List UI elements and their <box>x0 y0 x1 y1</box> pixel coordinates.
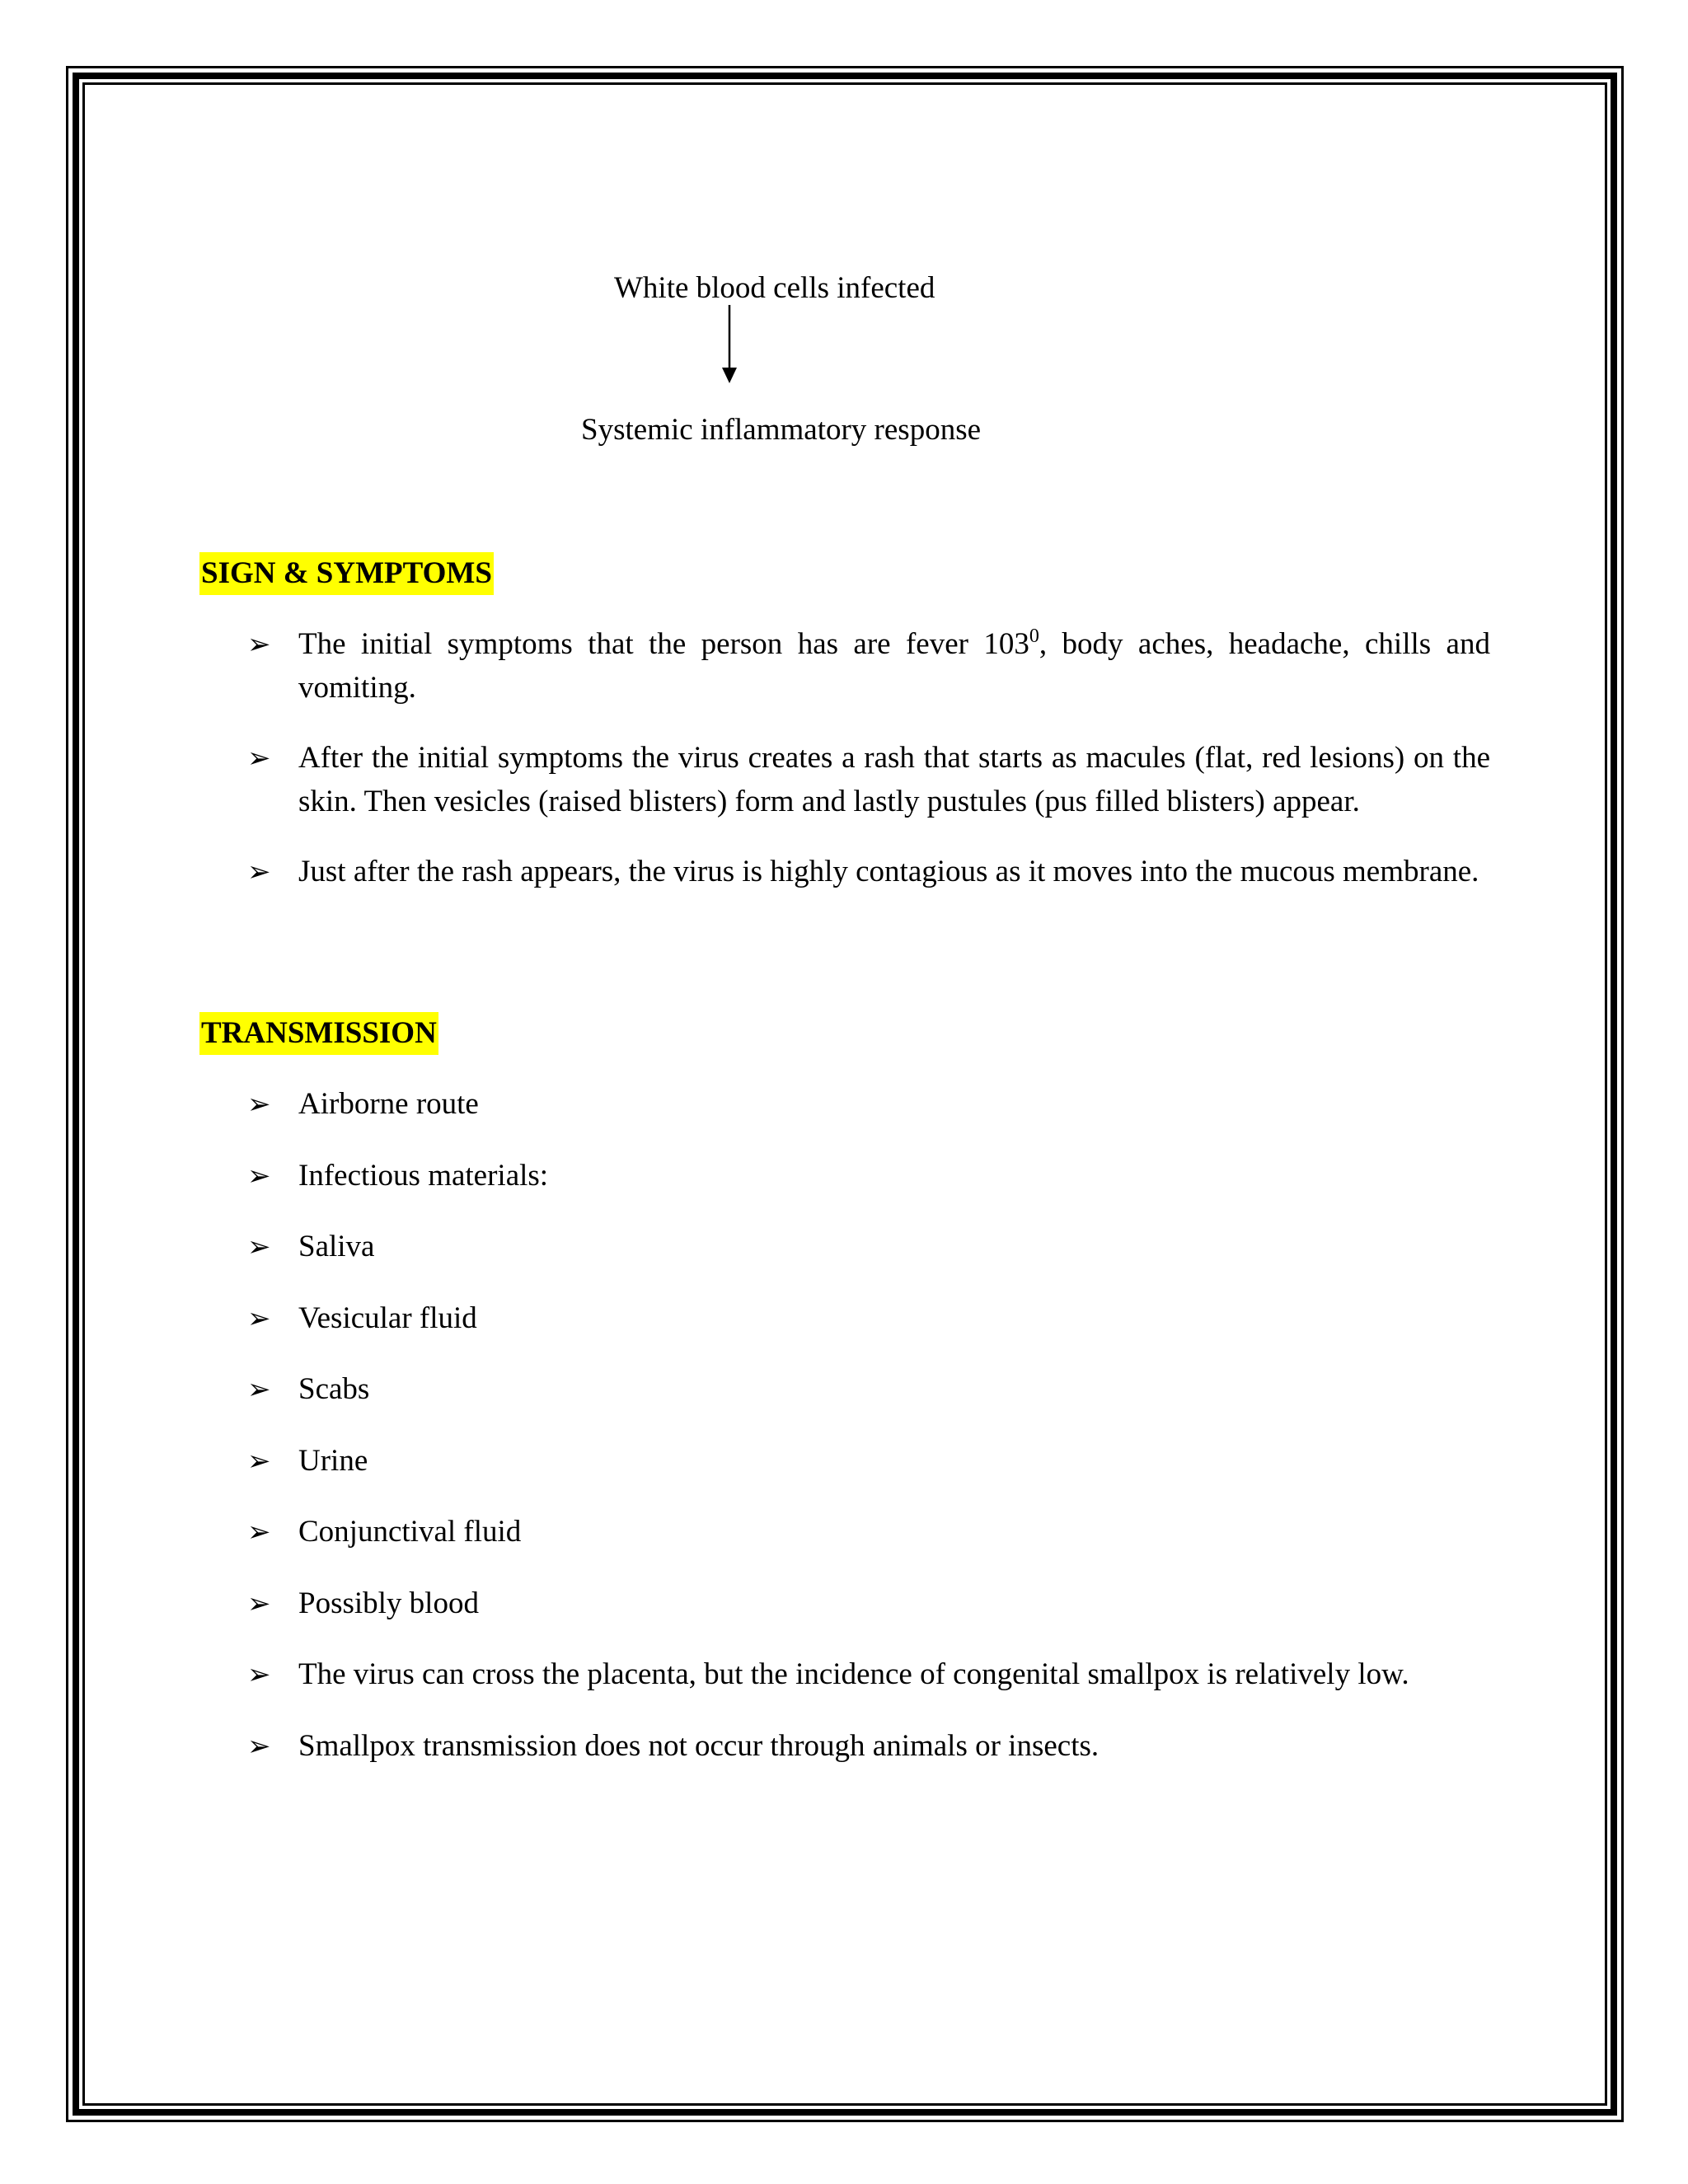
list-item <box>247 851 1490 894</box>
list-item <box>247 1083 1490 1127</box>
arrowhead-bullet-icon: ➢ <box>247 1088 271 1121</box>
list-item <box>247 1725 1490 1769</box>
bullet-text: Smallpox transmission does not occur through animals or insects. <box>298 1728 1100 1763</box>
sign-symptoms-heading: SIGN & SYMPTOMS <box>199 552 494 595</box>
bullet-text: Infectious materials: <box>298 1158 549 1193</box>
list-item <box>247 1440 1490 1483</box>
flow-bottom-text: Systemic inflammatory response <box>581 413 982 447</box>
bullet-text: , body aches, headache, chills and vomiting. <box>298 627 1490 705</box>
list-item <box>247 737 1490 823</box>
list-item <box>247 1297 1490 1341</box>
list-item <box>247 1155 1490 1198</box>
bullet-text: Urine <box>298 1443 368 1478</box>
arrowhead-bullet-icon: ➢ <box>247 1373 271 1406</box>
arrowhead-bullet-icon: ➢ <box>247 855 271 888</box>
bullet-text: Possibly blood <box>298 1586 479 1620</box>
bullet-text: Vesicular fluid <box>298 1301 477 1335</box>
list-item <box>247 1368 1490 1412</box>
arrowhead-bullet-icon: ➢ <box>247 1159 271 1193</box>
bullet-text: Saliva <box>298 1230 375 1263</box>
bullet-text: Conjunctival fluid <box>298 1515 522 1549</box>
flow-top-text: White blood cells infected <box>614 271 935 305</box>
bullet-text: The initial symptoms that the person has are fever 103 <box>298 627 1029 661</box>
arrowhead-bullet-icon: ➢ <box>247 1230 271 1263</box>
list-item <box>247 1582 1490 1626</box>
arrowhead-bullet-icon: ➢ <box>247 1658 271 1691</box>
transmission-list <box>247 1083 1490 1796</box>
sign-symptoms-list <box>247 623 1490 921</box>
arrowhead-bullet-icon: ➢ <box>247 1444 271 1478</box>
transmission-heading: TRANSMISSION <box>199 1012 438 1055</box>
bullet-text: Scabs <box>298 1372 370 1406</box>
bullet-text: Just after the rash appears, the virus is highly contagious as it moves into the mucous membrane. <box>298 855 1479 888</box>
list-item <box>247 1511 1490 1554</box>
arrowhead-bullet-icon: ➢ <box>247 742 271 775</box>
list-item <box>247 1653 1490 1697</box>
arrowhead-bullet-icon: ➢ <box>247 1729 271 1763</box>
bullet-text: After the initial symptoms the virus creates a rash that starts as macules (flat, red lesions) on the skin. Then vesicles (raised blisters) form and lastly pustules (pus filled blisters) appear. <box>298 741 1490 818</box>
arrowhead-bullet-icon: ➢ <box>247 1301 271 1335</box>
list-item <box>247 623 1490 710</box>
list-item <box>247 1226 1490 1269</box>
arrowhead-bullet-icon: ➢ <box>247 1516 271 1549</box>
degree-superscript: 0 <box>1029 626 1039 647</box>
arrowhead-bullet-icon: ➢ <box>247 628 271 661</box>
arrowhead-bullet-icon: ➢ <box>247 1586 271 1620</box>
bullet-text: The virus can cross the placenta, but the incidence of congenital smallpox is relatively low. <box>298 1657 1409 1691</box>
bullet-text: Airborne route <box>298 1087 479 1121</box>
down-arrow-icon <box>720 305 739 383</box>
